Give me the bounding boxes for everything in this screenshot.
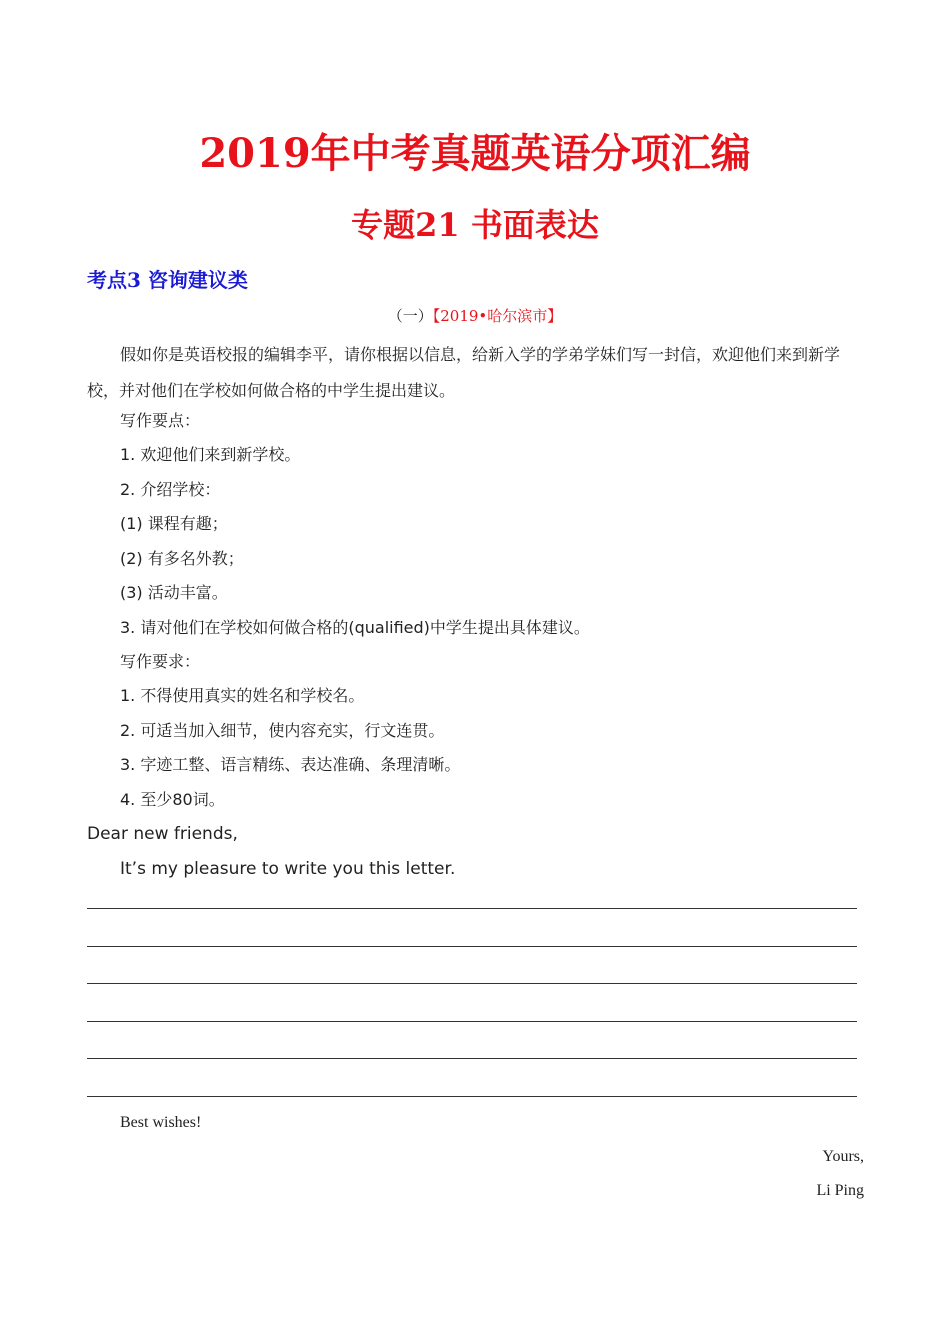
section-heading: 考点3 咨询建议类 xyxy=(87,268,248,292)
point-item: (2) 有多名外教； xyxy=(120,549,244,568)
answer-line xyxy=(87,983,857,984)
question-header xyxy=(0,305,950,326)
requirement-item: 3. 字迹工整、语言精练、表达准确、条理清晰。 xyxy=(120,755,461,774)
requirements-heading: 写作要求： xyxy=(120,652,201,671)
point-item: 3. 请对他们在学校如何做合格的(qualified)中学生提出具体建议。 xyxy=(120,618,590,637)
letter-signoff: Yours, xyxy=(822,1148,864,1165)
requirement-item: 2. 可适当加入细节，使内容充实，行文连贯。 xyxy=(120,721,445,740)
answer-line xyxy=(87,908,857,909)
point-item: (3) 活动丰富。 xyxy=(120,583,228,602)
question-prompt: 假如你是英语校报的编辑李平，请你根据以信息，给新入学的学弟学妹们写一封信，欢迎他们来到新学校，并对他们在学校如何做合格的中学生提出建议。 xyxy=(87,345,841,400)
letter-opening: It’s my pleasure to write you this letter. xyxy=(120,859,456,879)
answer-line xyxy=(87,1021,857,1022)
answer-line xyxy=(87,1096,857,1097)
letter-closing: Best wishes! xyxy=(120,1114,202,1131)
point-item: 2. 介绍学校： xyxy=(120,480,221,499)
page-title: 2019年中考真题英语分项汇编 xyxy=(199,130,751,177)
page-subtitle: 专题21 书面表达 xyxy=(351,206,599,244)
requirement-item: 4. 至少80词。 xyxy=(120,790,225,809)
question-source: 【2019•哈尔滨市】 xyxy=(432,307,563,325)
letter-signature: Li Ping xyxy=(816,1182,864,1199)
question-number: （一） xyxy=(387,307,433,325)
answer-line xyxy=(87,946,857,947)
letter-greeting: Dear new friends, xyxy=(87,824,238,844)
answer-line xyxy=(87,1058,857,1059)
points-heading: 写作要点： xyxy=(120,411,201,430)
requirement-item: 1. 不得使用真实的姓名和学校名。 xyxy=(120,686,365,705)
point-item: 1. 欢迎他们来到新学校。 xyxy=(120,445,301,464)
point-item: (1) 课程有趣； xyxy=(120,514,228,533)
